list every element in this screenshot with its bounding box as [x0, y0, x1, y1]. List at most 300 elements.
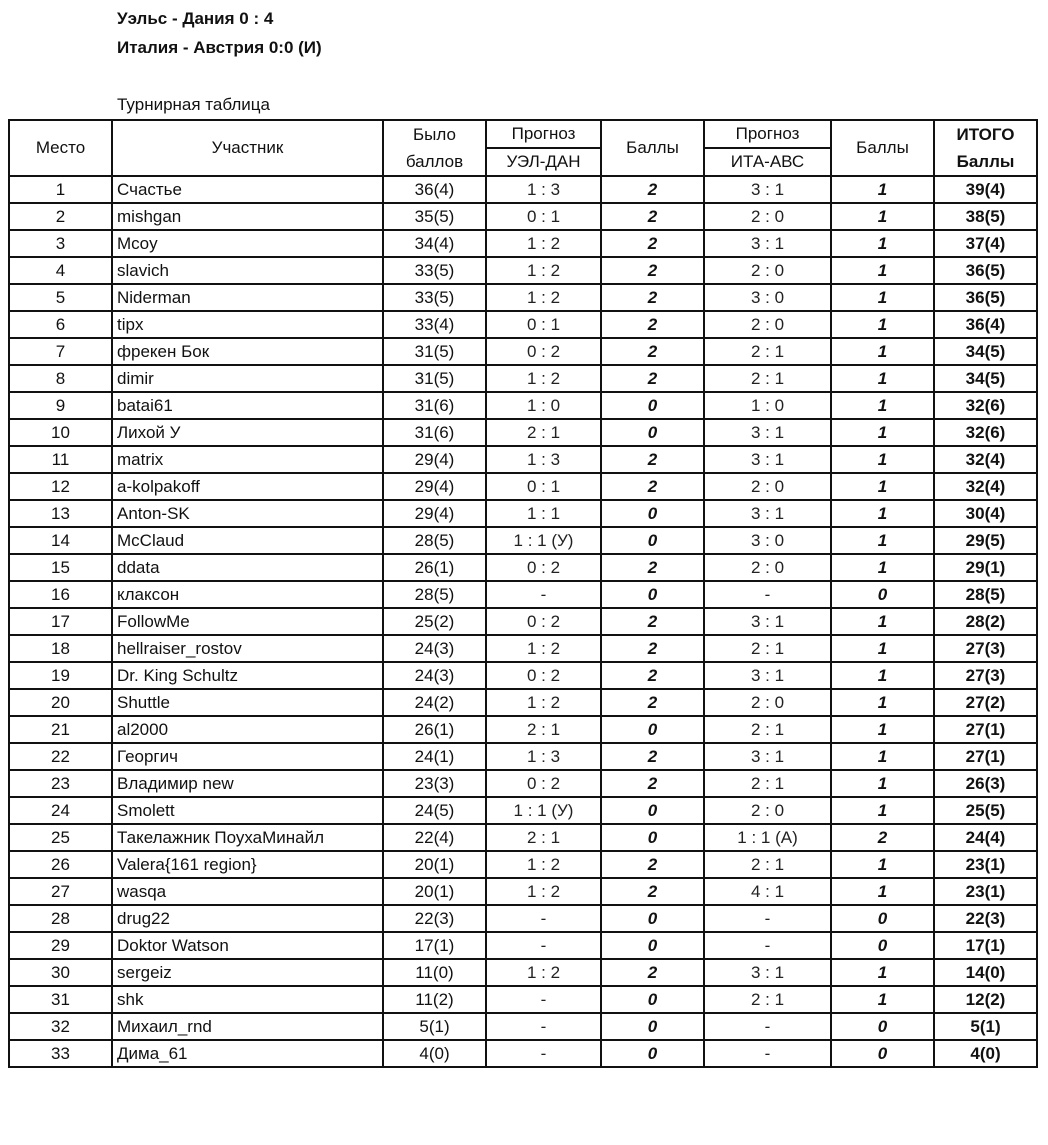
cell-total-points: 4(0) — [934, 1040, 1037, 1067]
cell-points-ita-aut: 1 — [831, 878, 934, 905]
cell-prediction-ita-aut: - — [704, 905, 831, 932]
cell-points-wal-den: 2 — [601, 662, 704, 689]
cell-total-points: 27(3) — [934, 635, 1037, 662]
cell-prev-points: 29(4) — [383, 500, 486, 527]
cell-place: 19 — [9, 662, 112, 689]
cell-points-wal-den: 0 — [601, 1040, 704, 1067]
cell-prediction-wal-den: - — [486, 581, 601, 608]
cell-prediction-wal-den: - — [486, 1013, 601, 1040]
cell-points-wal-den: 2 — [601, 770, 704, 797]
cell-prev-points: 31(6) — [383, 419, 486, 446]
table-row — [9, 365, 1037, 392]
table-row — [9, 743, 1037, 770]
table-row — [9, 1040, 1037, 1067]
cell-participant: Дима_61 — [112, 1040, 383, 1067]
header-row-1 — [9, 120, 1037, 148]
cell-points-ita-aut: 1 — [831, 311, 934, 338]
cell-points-wal-den: 0 — [601, 500, 704, 527]
cell-prediction-wal-den: 1 : 2 — [486, 257, 601, 284]
cell-prev-points: 36(4) — [383, 176, 486, 203]
cell-total-points: 27(3) — [934, 662, 1037, 689]
table-row — [9, 311, 1037, 338]
cell-prediction-ita-aut: 3 : 1 — [704, 608, 831, 635]
cell-points-wal-den: 2 — [601, 446, 704, 473]
cell-points-wal-den: 2 — [601, 635, 704, 662]
cell-points-wal-den: 2 — [601, 257, 704, 284]
table-row — [9, 1013, 1037, 1040]
cell-prev-points: 20(1) — [383, 878, 486, 905]
table-row — [9, 392, 1037, 419]
table-row — [9, 284, 1037, 311]
cell-participant: hellraiser_rostov — [112, 635, 383, 662]
cell-place: 10 — [9, 419, 112, 446]
cell-points-wal-den: 0 — [601, 932, 704, 959]
cell-total-points: 14(0) — [934, 959, 1037, 986]
cell-prediction-ita-aut: 3 : 1 — [704, 662, 831, 689]
cell-participant: ddata — [112, 554, 383, 581]
cell-participant: фрекен Бок — [112, 338, 383, 365]
cell-prediction-wal-den: 1 : 1 — [486, 500, 601, 527]
cell-prediction-ita-aut: 2 : 1 — [704, 851, 831, 878]
cell-participant: Shuttle — [112, 689, 383, 716]
cell-prediction-wal-den: 0 : 2 — [486, 554, 601, 581]
cell-participant: slavich — [112, 257, 383, 284]
cell-prediction-ita-aut: 3 : 1 — [704, 959, 831, 986]
table-row — [9, 689, 1037, 716]
cell-place: 15 — [9, 554, 112, 581]
cell-points-ita-aut: 1 — [831, 716, 934, 743]
cell-prev-points: 24(2) — [383, 689, 486, 716]
header-total-line2: Баллы — [934, 148, 1037, 176]
standings-body — [9, 176, 1037, 1067]
cell-place: 25 — [9, 824, 112, 851]
table-row — [9, 932, 1037, 959]
cell-place: 20 — [9, 689, 112, 716]
table-row — [9, 203, 1037, 230]
cell-points-wal-den: 0 — [601, 824, 704, 851]
cell-points-ita-aut: 1 — [831, 662, 934, 689]
cell-points-wal-den: 2 — [601, 554, 704, 581]
cell-participant: McClaud — [112, 527, 383, 554]
table-row — [9, 527, 1037, 554]
cell-prediction-ita-aut: 3 : 0 — [704, 527, 831, 554]
cell-prev-points: 22(4) — [383, 824, 486, 851]
header-pred2-line2: ИТА-АВС — [704, 148, 831, 176]
cell-place: 29 — [9, 932, 112, 959]
cell-points-wal-den: 2 — [601, 959, 704, 986]
cell-participant: shk — [112, 986, 383, 1013]
cell-prediction-wal-den: 1 : 2 — [486, 635, 601, 662]
cell-participant: Valera{161 region} — [112, 851, 383, 878]
cell-total-points: 24(4) — [934, 824, 1037, 851]
cell-prediction-wal-den: 1 : 0 — [486, 392, 601, 419]
table-row — [9, 230, 1037, 257]
cell-points-wal-den: 2 — [601, 284, 704, 311]
cell-points-wal-den: 2 — [601, 689, 704, 716]
cell-points-ita-aut: 0 — [831, 1013, 934, 1040]
cell-points-wal-den: 2 — [601, 230, 704, 257]
table-row — [9, 581, 1037, 608]
cell-prediction-wal-den: 0 : 1 — [486, 203, 601, 230]
cell-prev-points: 31(6) — [383, 392, 486, 419]
cell-place: 24 — [9, 797, 112, 824]
cell-prediction-wal-den: - — [486, 932, 601, 959]
cell-points-wal-den: 2 — [601, 311, 704, 338]
cell-prediction-ita-aut: 2 : 1 — [704, 635, 831, 662]
cell-points-wal-den: 2 — [601, 473, 704, 500]
cell-participant: Smolett — [112, 797, 383, 824]
cell-total-points: 12(2) — [934, 986, 1037, 1013]
cell-points-ita-aut: 1 — [831, 959, 934, 986]
cell-prediction-wal-den: 1 : 1 (У) — [486, 527, 601, 554]
cell-prediction-wal-den: 1 : 1 (У) — [486, 797, 601, 824]
cell-prediction-ita-aut: - — [704, 932, 831, 959]
table-title: Турнирная таблица — [117, 95, 270, 114]
cell-total-points: 29(1) — [934, 554, 1037, 581]
cell-total-points: 29(5) — [934, 527, 1037, 554]
cell-points-ita-aut: 2 — [831, 824, 934, 851]
header-prev-line2: баллов — [383, 148, 486, 176]
cell-total-points: 36(4) — [934, 311, 1037, 338]
cell-points-wal-den: 0 — [601, 581, 704, 608]
cell-place: 28 — [9, 905, 112, 932]
cell-participant: matrix — [112, 446, 383, 473]
cell-participant: клаксон — [112, 581, 383, 608]
cell-points-wal-den: 0 — [601, 527, 704, 554]
cell-prediction-wal-den: 1 : 2 — [486, 878, 601, 905]
cell-prediction-wal-den: 0 : 2 — [486, 338, 601, 365]
cell-prediction-ita-aut: 3 : 1 — [704, 743, 831, 770]
header-place: Место — [9, 120, 112, 176]
header-prev-line1: Было — [383, 120, 486, 148]
cell-participant: al2000 — [112, 716, 383, 743]
cell-prediction-ita-aut: 3 : 0 — [704, 284, 831, 311]
table-row — [9, 338, 1037, 365]
cell-total-points: 30(4) — [934, 500, 1037, 527]
cell-participant: Такелажник ПоухаМинайл — [112, 824, 383, 851]
cell-prediction-ita-aut: 2 : 0 — [704, 311, 831, 338]
cell-points-ita-aut: 1 — [831, 338, 934, 365]
cell-prediction-ita-aut: 4 : 1 — [704, 878, 831, 905]
cell-place: 16 — [9, 581, 112, 608]
cell-total-points: 32(4) — [934, 473, 1037, 500]
cell-participant: Anton-SK — [112, 500, 383, 527]
cell-prediction-wal-den: - — [486, 986, 601, 1013]
cell-prediction-wal-den: 0 : 1 — [486, 473, 601, 500]
cell-prediction-wal-den: 2 : 1 — [486, 419, 601, 446]
cell-place: 8 — [9, 365, 112, 392]
table-row — [9, 770, 1037, 797]
cell-place: 1 — [9, 176, 112, 203]
cell-total-points: 32(4) — [934, 446, 1037, 473]
cell-total-points: 23(1) — [934, 878, 1037, 905]
header-pred1-line2: УЭЛ-ДАН — [486, 148, 601, 176]
table-row — [9, 824, 1037, 851]
cell-total-points: 25(5) — [934, 797, 1037, 824]
match-result-wal-den: Уэльс - Дания 0 : 4 — [117, 9, 274, 28]
cell-participant: a-kolpakoff — [112, 473, 383, 500]
cell-participant: tipx — [112, 311, 383, 338]
cell-prev-points: 23(3) — [383, 770, 486, 797]
cell-prediction-ita-aut: 1 : 0 — [704, 392, 831, 419]
cell-prediction-ita-aut: 3 : 1 — [704, 230, 831, 257]
cell-points-ita-aut: 1 — [831, 176, 934, 203]
cell-prediction-wal-den: 0 : 1 — [486, 311, 601, 338]
cell-total-points: 23(1) — [934, 851, 1037, 878]
cell-prediction-wal-den: 2 : 1 — [486, 824, 601, 851]
cell-prediction-ita-aut: 2 : 0 — [704, 689, 831, 716]
cell-points-wal-den: 0 — [601, 905, 704, 932]
cell-total-points: 5(1) — [934, 1013, 1037, 1040]
cell-place: 14 — [9, 527, 112, 554]
cell-prediction-ita-aut: 3 : 1 — [704, 446, 831, 473]
cell-participant: drug22 — [112, 905, 383, 932]
cell-points-ita-aut: 1 — [831, 230, 934, 257]
cell-prev-points: 29(4) — [383, 446, 486, 473]
cell-points-ita-aut: 1 — [831, 392, 934, 419]
cell-participant: mishgan — [112, 203, 383, 230]
cell-participant: sergeiz — [112, 959, 383, 986]
cell-place: 31 — [9, 986, 112, 1013]
cell-place: 11 — [9, 446, 112, 473]
cell-total-points: 28(2) — [934, 608, 1037, 635]
header-pts1: Баллы — [601, 120, 704, 176]
cell-points-wal-den: 2 — [601, 608, 704, 635]
table-row — [9, 878, 1037, 905]
cell-prev-points: 17(1) — [383, 932, 486, 959]
cell-participant: Dr. King Schultz — [112, 662, 383, 689]
cell-points-ita-aut: 1 — [831, 797, 934, 824]
cell-participant: Mcoy — [112, 230, 383, 257]
cell-participant: Михаил_rnd — [112, 1013, 383, 1040]
cell-prediction-wal-den: 1 : 2 — [486, 284, 601, 311]
cell-points-ita-aut: 1 — [831, 770, 934, 797]
cell-prev-points: 4(0) — [383, 1040, 486, 1067]
header-pred2-line1: Прогноз — [704, 120, 831, 148]
cell-points-ita-aut: 1 — [831, 527, 934, 554]
cell-prev-points: 28(5) — [383, 581, 486, 608]
cell-prev-points: 33(4) — [383, 311, 486, 338]
cell-prediction-ita-aut: - — [704, 581, 831, 608]
cell-points-ita-aut: 1 — [831, 419, 934, 446]
table-row — [9, 797, 1037, 824]
cell-prediction-ita-aut: 2 : 0 — [704, 473, 831, 500]
cell-points-ita-aut: 1 — [831, 851, 934, 878]
cell-participant: Георгич — [112, 743, 383, 770]
cell-participant: FollowMe — [112, 608, 383, 635]
cell-participant: Doktor Watson — [112, 932, 383, 959]
cell-prediction-wal-den: 1 : 2 — [486, 365, 601, 392]
cell-total-points: 34(5) — [934, 338, 1037, 365]
cell-points-wal-den: 0 — [601, 716, 704, 743]
cell-participant: batai61 — [112, 392, 383, 419]
cell-points-wal-den: 2 — [601, 338, 704, 365]
cell-prediction-wal-den: 0 : 2 — [486, 662, 601, 689]
cell-prediction-ita-aut: - — [704, 1040, 831, 1067]
cell-prev-points: 26(1) — [383, 716, 486, 743]
cell-points-ita-aut: 0 — [831, 1040, 934, 1067]
cell-points-wal-den: 0 — [601, 797, 704, 824]
cell-prediction-ita-aut: 2 : 0 — [704, 554, 831, 581]
cell-participant: Счастье — [112, 176, 383, 203]
cell-total-points: 32(6) — [934, 392, 1037, 419]
cell-points-ita-aut: 1 — [831, 608, 934, 635]
cell-place: 33 — [9, 1040, 112, 1067]
cell-prev-points: 24(1) — [383, 743, 486, 770]
cell-total-points: 36(5) — [934, 284, 1037, 311]
table-row — [9, 500, 1037, 527]
cell-total-points: 36(5) — [934, 257, 1037, 284]
cell-prediction-ita-aut: 1 : 1 (А) — [704, 824, 831, 851]
cell-prediction-ita-aut: 3 : 1 — [704, 176, 831, 203]
cell-place: 5 — [9, 284, 112, 311]
cell-points-ita-aut: 1 — [831, 689, 934, 716]
cell-prev-points: 11(2) — [383, 986, 486, 1013]
cell-total-points: 32(6) — [934, 419, 1037, 446]
table-row — [9, 662, 1037, 689]
header-participant: Участник — [112, 120, 383, 176]
cell-points-wal-den: 0 — [601, 419, 704, 446]
cell-prediction-wal-den: 0 : 2 — [486, 770, 601, 797]
table-row — [9, 851, 1037, 878]
cell-total-points: 22(3) — [934, 905, 1037, 932]
cell-place: 2 — [9, 203, 112, 230]
cell-place: 21 — [9, 716, 112, 743]
cell-place: 3 — [9, 230, 112, 257]
cell-points-wal-den: 2 — [601, 203, 704, 230]
cell-total-points: 27(1) — [934, 716, 1037, 743]
cell-place: 13 — [9, 500, 112, 527]
cell-points-ita-aut: 1 — [831, 365, 934, 392]
cell-points-ita-aut: 1 — [831, 203, 934, 230]
cell-place: 12 — [9, 473, 112, 500]
cell-participant: Владимир new — [112, 770, 383, 797]
cell-prev-points: 31(5) — [383, 338, 486, 365]
cell-prev-points: 24(5) — [383, 797, 486, 824]
header-total-line1: ИТОГО — [934, 120, 1037, 148]
cell-prev-points: 34(4) — [383, 230, 486, 257]
cell-participant: Лихой У — [112, 419, 383, 446]
cell-prev-points: 33(5) — [383, 257, 486, 284]
cell-total-points: 27(2) — [934, 689, 1037, 716]
cell-prediction-wal-den: 2 : 1 — [486, 716, 601, 743]
cell-points-wal-den: 2 — [601, 878, 704, 905]
cell-participant: dimir — [112, 365, 383, 392]
cell-points-ita-aut: 1 — [831, 554, 934, 581]
cell-prediction-wal-den: 1 : 3 — [486, 446, 601, 473]
cell-points-ita-aut: 1 — [831, 986, 934, 1013]
cell-total-points: 34(5) — [934, 365, 1037, 392]
cell-place: 17 — [9, 608, 112, 635]
cell-points-ita-aut: 1 — [831, 500, 934, 527]
cell-prediction-ita-aut: 2 : 1 — [704, 338, 831, 365]
cell-place: 18 — [9, 635, 112, 662]
cell-points-ita-aut: 1 — [831, 743, 934, 770]
cell-prev-points: 33(5) — [383, 284, 486, 311]
cell-prediction-wal-den: - — [486, 905, 601, 932]
cell-prev-points: 28(5) — [383, 527, 486, 554]
table-row — [9, 716, 1037, 743]
cell-total-points: 27(1) — [934, 743, 1037, 770]
table-row — [9, 473, 1037, 500]
cell-prediction-ita-aut: - — [704, 1013, 831, 1040]
cell-points-ita-aut: 1 — [831, 446, 934, 473]
cell-prev-points: 25(2) — [383, 608, 486, 635]
table-row — [9, 608, 1037, 635]
table-row — [9, 554, 1037, 581]
cell-points-wal-den: 2 — [601, 365, 704, 392]
cell-prediction-wal-den: - — [486, 1040, 601, 1067]
cell-prev-points: 29(4) — [383, 473, 486, 500]
cell-prediction-ita-aut: 2 : 1 — [704, 986, 831, 1013]
table-row — [9, 176, 1037, 203]
cell-prev-points: 22(3) — [383, 905, 486, 932]
cell-place: 23 — [9, 770, 112, 797]
cell-prev-points: 24(3) — [383, 635, 486, 662]
cell-points-ita-aut: 0 — [831, 905, 934, 932]
cell-prediction-wal-den: 1 : 2 — [486, 230, 601, 257]
cell-place: 6 — [9, 311, 112, 338]
table-row — [9, 986, 1037, 1013]
cell-prediction-ita-aut: 2 : 0 — [704, 203, 831, 230]
cell-place: 7 — [9, 338, 112, 365]
cell-prediction-ita-aut: 3 : 1 — [704, 500, 831, 527]
cell-points-wal-den: 0 — [601, 986, 704, 1013]
cell-prev-points: 31(5) — [383, 365, 486, 392]
cell-points-ita-aut: 1 — [831, 473, 934, 500]
cell-points-wal-den: 0 — [601, 392, 704, 419]
cell-prev-points: 24(3) — [383, 662, 486, 689]
cell-prediction-wal-den: 1 : 2 — [486, 851, 601, 878]
table-row — [9, 635, 1037, 662]
cell-prediction-wal-den: 1 : 2 — [486, 689, 601, 716]
cell-prev-points: 5(1) — [383, 1013, 486, 1040]
cell-place: 27 — [9, 878, 112, 905]
cell-place: 32 — [9, 1013, 112, 1040]
table-row — [9, 446, 1037, 473]
cell-points-ita-aut: 0 — [831, 932, 934, 959]
cell-points-wal-den: 2 — [601, 851, 704, 878]
cell-points-ita-aut: 1 — [831, 284, 934, 311]
cell-total-points: 17(1) — [934, 932, 1037, 959]
table-row — [9, 257, 1037, 284]
cell-prev-points: 11(0) — [383, 959, 486, 986]
cell-prediction-wal-den: 1 : 3 — [486, 176, 601, 203]
cell-participant: Niderman — [112, 284, 383, 311]
table-row — [9, 419, 1037, 446]
cell-points-wal-den: 2 — [601, 176, 704, 203]
cell-prediction-wal-den: 1 : 3 — [486, 743, 601, 770]
cell-points-wal-den: 2 — [601, 743, 704, 770]
cell-place: 26 — [9, 851, 112, 878]
cell-place: 9 — [9, 392, 112, 419]
match-result-ita-aut: Италия - Австрия 0:0 (И) — [117, 38, 322, 57]
table-row — [9, 959, 1037, 986]
standings-table — [8, 119, 1038, 1068]
cell-prediction-ita-aut: 2 : 0 — [704, 257, 831, 284]
cell-prediction-ita-aut: 2 : 1 — [704, 770, 831, 797]
header-pts2: Баллы — [831, 120, 934, 176]
cell-prediction-ita-aut: 2 : 1 — [704, 365, 831, 392]
cell-points-ita-aut: 1 — [831, 257, 934, 284]
cell-points-ita-aut: 1 — [831, 635, 934, 662]
table-row — [9, 905, 1037, 932]
cell-participant: wasqa — [112, 878, 383, 905]
cell-prediction-wal-den: 1 : 2 — [486, 959, 601, 986]
cell-place: 22 — [9, 743, 112, 770]
header-pred1-line1: Прогноз — [486, 120, 601, 148]
cell-prediction-ita-aut: 2 : 0 — [704, 797, 831, 824]
